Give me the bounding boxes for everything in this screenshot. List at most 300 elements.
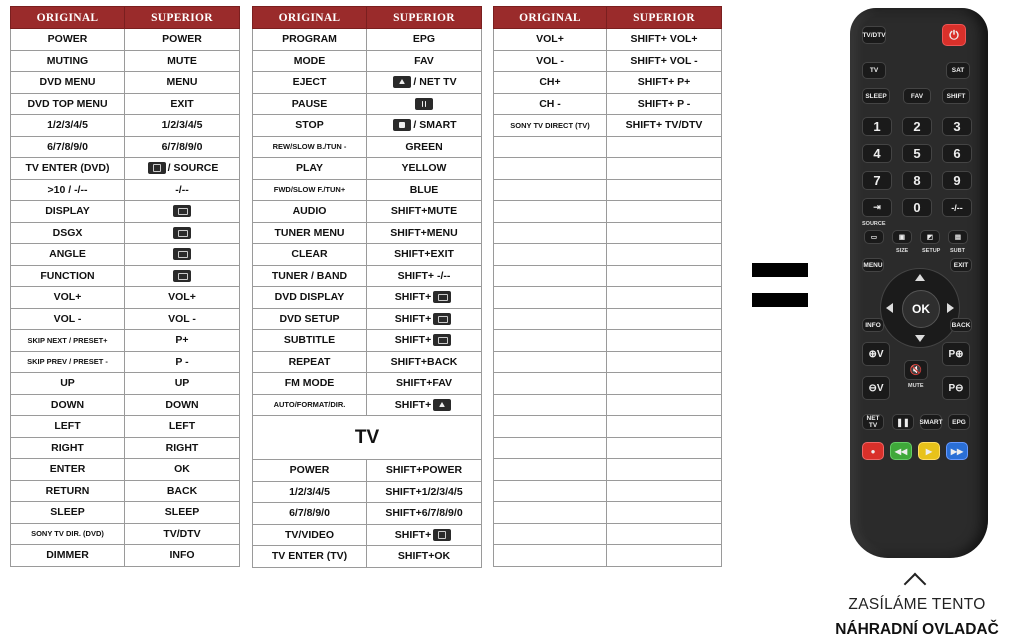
channel-down-icon: P⊖ bbox=[942, 376, 970, 400]
cell-text: 1/2/3/4/5 bbox=[47, 119, 88, 132]
table-row bbox=[11, 222, 240, 244]
table-row bbox=[11, 351, 240, 373]
table-row bbox=[11, 459, 240, 481]
table-row bbox=[253, 29, 482, 51]
cell-original bbox=[253, 115, 367, 137]
cell-superior bbox=[367, 287, 482, 309]
cell-original bbox=[494, 222, 607, 244]
cell-original bbox=[494, 308, 607, 330]
cell-text: TV ENTER (DVD) bbox=[25, 162, 110, 175]
cell-text: PAUSE bbox=[291, 97, 328, 110]
table-row bbox=[494, 287, 722, 309]
table-row bbox=[253, 308, 482, 330]
cell-original bbox=[11, 416, 125, 438]
cell-original bbox=[253, 351, 367, 373]
table-row bbox=[253, 265, 482, 287]
cell-superior bbox=[607, 502, 722, 524]
source-icon bbox=[433, 529, 451, 541]
pause-icon bbox=[415, 98, 433, 110]
header-superior: SUPERIOR bbox=[367, 7, 482, 29]
cell-original bbox=[11, 201, 125, 223]
cell-text: SHIFT+6/7/8/9/0 bbox=[385, 507, 463, 520]
cell-text: >10 / -/-- bbox=[47, 183, 88, 196]
table-row bbox=[494, 93, 722, 115]
red-record-button: ● bbox=[862, 442, 884, 460]
cell-text: VOL - bbox=[53, 312, 82, 325]
cell-superior bbox=[125, 437, 240, 459]
cell-text: DVD SETUP bbox=[279, 312, 340, 325]
remote-button-net-tv: NET TV bbox=[862, 414, 884, 430]
cell-text: DOWN bbox=[165, 398, 199, 411]
cell-original bbox=[494, 244, 607, 266]
cell-text: VOL - bbox=[536, 54, 564, 67]
table-row bbox=[253, 72, 482, 94]
cell-text: REPEAT bbox=[288, 355, 331, 368]
cell-superior bbox=[367, 373, 482, 395]
cell-text: STOP bbox=[295, 119, 324, 132]
cell-text: OK bbox=[174, 463, 190, 476]
tv-section-heading: TV bbox=[253, 416, 482, 460]
cell-original bbox=[11, 545, 125, 567]
cell-superior bbox=[125, 201, 240, 223]
cell-text: FWD/SLOW F./TUN+ bbox=[273, 185, 346, 195]
cell-original bbox=[253, 265, 367, 287]
cell-superior bbox=[607, 287, 722, 309]
table-row bbox=[494, 201, 722, 223]
cell-superior bbox=[125, 523, 240, 545]
setup-icon bbox=[433, 313, 451, 325]
table-row bbox=[253, 373, 482, 395]
table-row bbox=[494, 523, 722, 545]
cell-text: / SMART bbox=[413, 119, 457, 132]
table-row bbox=[253, 158, 482, 180]
table-row bbox=[494, 351, 722, 373]
table-row bbox=[253, 524, 482, 546]
cell-text: TV/VIDEO bbox=[284, 528, 334, 541]
cell-superior bbox=[125, 287, 240, 309]
chevron-up-icon bbox=[904, 573, 927, 596]
cell-original bbox=[253, 179, 367, 201]
cell-original bbox=[11, 308, 125, 330]
cell-text: / SOURCE bbox=[167, 162, 219, 175]
cell-text: SLEEP bbox=[50, 506, 85, 519]
display-icon bbox=[173, 205, 191, 217]
cell-original bbox=[494, 502, 607, 524]
table-row bbox=[11, 523, 240, 545]
cell-text: VOL+ bbox=[168, 291, 196, 304]
cell-original bbox=[494, 136, 607, 158]
cell-original bbox=[11, 222, 125, 244]
subtitle-icon: ▤ bbox=[948, 230, 968, 244]
cell-text: TUNER / BAND bbox=[271, 269, 348, 282]
cell-text: MUTE bbox=[167, 54, 197, 67]
eject-icon bbox=[433, 399, 451, 411]
cell-text: POWER bbox=[162, 33, 202, 46]
cell-original bbox=[11, 115, 125, 137]
cell-superior bbox=[367, 29, 482, 51]
cell-original bbox=[253, 72, 367, 94]
table-row bbox=[494, 265, 722, 287]
cell-original bbox=[494, 201, 607, 223]
cell-superior bbox=[607, 136, 722, 158]
cell-superior bbox=[607, 416, 722, 438]
cell-superior bbox=[607, 72, 722, 94]
cell-text: VOL+ bbox=[536, 33, 564, 46]
volume-up-icon: ⊕V bbox=[862, 342, 890, 366]
remote-button-menu: MENU bbox=[862, 258, 884, 272]
cell-text: MODE bbox=[293, 54, 326, 67]
cell-superior bbox=[125, 373, 240, 395]
cell-superior bbox=[125, 416, 240, 438]
cell-original bbox=[494, 115, 607, 137]
cell-text: SHIFT+FAV bbox=[395, 377, 453, 390]
remote-button-sat: SAT bbox=[946, 62, 970, 79]
cell-text: SHIFT+ bbox=[394, 334, 432, 347]
cell-text: SUBTITLE bbox=[283, 334, 336, 347]
cell-superior bbox=[125, 50, 240, 72]
table-row bbox=[494, 158, 722, 180]
cell-text: SLEEP bbox=[164, 506, 200, 519]
cell-original bbox=[494, 50, 607, 72]
table-row bbox=[11, 93, 240, 115]
cell-superior bbox=[367, 460, 482, 482]
table-row bbox=[494, 480, 722, 502]
setup-icon bbox=[173, 248, 191, 260]
remote-button-tv: TV bbox=[862, 62, 886, 79]
table-row bbox=[494, 330, 722, 352]
table-row bbox=[11, 201, 240, 223]
cell-original bbox=[11, 330, 125, 352]
power-icon: ⏻ bbox=[942, 24, 966, 46]
table-row bbox=[11, 416, 240, 438]
remote-label-size: SIZE bbox=[896, 248, 909, 254]
cell-text: LEFT bbox=[54, 420, 81, 433]
cell-superior bbox=[125, 308, 240, 330]
remote-control-image bbox=[850, 8, 988, 558]
cell-superior bbox=[125, 351, 240, 373]
table-row bbox=[253, 201, 482, 223]
cell-text: SHIFT+ P - bbox=[637, 97, 691, 110]
cell-text: MUTING bbox=[46, 54, 89, 67]
cell-superior bbox=[125, 480, 240, 502]
mapping-table-3 bbox=[493, 6, 722, 567]
cell-text: ANGLE bbox=[49, 248, 86, 261]
size-icon bbox=[173, 227, 191, 239]
cell-text: SHIFT+MUTE bbox=[390, 205, 458, 218]
table-row bbox=[494, 437, 722, 459]
cell-original bbox=[11, 72, 125, 94]
cell-original bbox=[494, 480, 607, 502]
cell-text: DVD MENU bbox=[39, 76, 96, 89]
cell-text: VOL - bbox=[168, 312, 196, 325]
subtitle-icon bbox=[173, 270, 191, 282]
cell-text: PLAY bbox=[295, 162, 324, 175]
table-row bbox=[494, 373, 722, 395]
up-arrow-icon bbox=[915, 274, 925, 281]
remote-button-exit: EXIT bbox=[950, 258, 972, 272]
table-row bbox=[11, 72, 240, 94]
cell-original bbox=[494, 179, 607, 201]
remote-button-dash: -/-- bbox=[942, 198, 972, 217]
cell-text: SHIFT+ VOL+ bbox=[630, 33, 698, 46]
cell-original bbox=[253, 524, 367, 546]
cell-original bbox=[11, 93, 125, 115]
table-row bbox=[11, 179, 240, 201]
remote-button-1: 1 bbox=[862, 117, 892, 136]
size-icon: ▣ bbox=[892, 230, 912, 244]
cell-original bbox=[11, 502, 125, 524]
cell-text: TV/DTV bbox=[163, 527, 201, 540]
cell-original bbox=[253, 460, 367, 482]
cell-text: SHIFT+OK bbox=[397, 550, 451, 563]
table-row bbox=[11, 136, 240, 158]
table-row bbox=[494, 459, 722, 481]
cell-text: VOL+ bbox=[53, 291, 82, 304]
remote-dpad bbox=[880, 268, 960, 348]
cell-original bbox=[11, 437, 125, 459]
cell-superior bbox=[367, 115, 482, 137]
right-arrow-icon bbox=[947, 303, 954, 313]
cell-original bbox=[11, 50, 125, 72]
table-row bbox=[494, 50, 722, 72]
table-row bbox=[253, 50, 482, 72]
table-row bbox=[253, 93, 482, 115]
cell-text: DVD DISPLAY bbox=[274, 291, 345, 304]
cell-original bbox=[11, 265, 125, 287]
cell-original bbox=[494, 158, 607, 180]
down-arrow-icon bbox=[915, 335, 925, 342]
cell-text: UP bbox=[174, 377, 190, 390]
remote-label-subt: SUBT bbox=[950, 248, 965, 254]
cell-superior bbox=[367, 50, 482, 72]
cell-original bbox=[253, 201, 367, 223]
cell-text: SKIP PREV / PRESET - bbox=[27, 357, 108, 367]
cell-text: SHIFT+EXIT bbox=[394, 248, 454, 261]
cell-text: DISPLAY bbox=[45, 205, 90, 218]
setup-icon: ◩ bbox=[920, 230, 940, 244]
table-row bbox=[11, 115, 240, 137]
cell-text: DIMMER bbox=[46, 549, 89, 562]
cell-text: 1/2/3/4/5 bbox=[289, 485, 330, 498]
display-icon bbox=[433, 291, 451, 303]
remote-button-fav: FAV bbox=[903, 88, 931, 104]
table-row bbox=[253, 394, 482, 416]
table-row bbox=[494, 72, 722, 94]
cell-text: 6/7/8/9/0 bbox=[161, 140, 203, 153]
equals-sign-bottom-bar bbox=[752, 293, 808, 307]
remote-button-0: 0 bbox=[902, 198, 932, 217]
cell-text: SHIFT+ bbox=[394, 398, 432, 411]
cell-original bbox=[11, 523, 125, 545]
cell-original bbox=[253, 244, 367, 266]
table-row bbox=[11, 330, 240, 352]
cell-superior bbox=[125, 545, 240, 567]
table-row bbox=[253, 460, 482, 482]
green-rewind-button: ◀◀ bbox=[890, 442, 912, 460]
table-row bbox=[494, 136, 722, 158]
cell-original bbox=[11, 179, 125, 201]
cell-text: SKIP NEXT / PRESET+ bbox=[27, 335, 108, 345]
cell-original bbox=[494, 545, 607, 567]
table-row bbox=[253, 546, 482, 568]
cell-text: -/-- bbox=[175, 183, 189, 196]
cell-superior bbox=[367, 244, 482, 266]
table-row bbox=[11, 29, 240, 51]
pause-icon: ❚❚ bbox=[892, 414, 914, 430]
cell-original bbox=[494, 265, 607, 287]
cell-superior bbox=[367, 546, 482, 568]
stop-icon bbox=[393, 119, 411, 131]
header-original: ORIGINAL bbox=[494, 7, 607, 29]
cell-superior bbox=[367, 222, 482, 244]
cell-original bbox=[253, 330, 367, 352]
table-row bbox=[494, 222, 722, 244]
cell-text: SONY TV DIRECT (TV) bbox=[510, 120, 590, 130]
cell-original bbox=[253, 50, 367, 72]
cell-superior bbox=[607, 115, 722, 137]
yellow-play-button: ▶ bbox=[918, 442, 940, 460]
table-row bbox=[253, 330, 482, 352]
cell-superior bbox=[367, 330, 482, 352]
cell-text: P - bbox=[175, 355, 189, 368]
cell-text: CH - bbox=[539, 97, 561, 110]
cell-text: FAV bbox=[414, 54, 434, 67]
cell-original bbox=[11, 459, 125, 481]
cell-text: FM MODE bbox=[284, 377, 335, 390]
cell-text: TUNER MENU bbox=[274, 226, 345, 239]
blue-forward-button: ▶▶ bbox=[946, 442, 968, 460]
cell-superior bbox=[125, 179, 240, 201]
cell-original bbox=[494, 330, 607, 352]
remote-button-info: INFO bbox=[862, 318, 884, 332]
cell-text: SHIFT+BACK bbox=[390, 355, 458, 368]
cell-text: DVD TOP MENU bbox=[27, 97, 108, 110]
cell-superior bbox=[125, 244, 240, 266]
cell-original bbox=[494, 373, 607, 395]
cell-superior bbox=[607, 459, 722, 481]
remote-label-setup: SETUP bbox=[922, 248, 941, 254]
table-row bbox=[253, 115, 482, 137]
cell-superior bbox=[607, 179, 722, 201]
table-row bbox=[253, 287, 482, 309]
caption-line-1: ZASÍLÁME TENTO bbox=[848, 596, 986, 613]
cell-superior bbox=[607, 244, 722, 266]
mute-icon: 🔇 bbox=[904, 360, 928, 380]
cell-text: SONY TV DIR. (DVD) bbox=[31, 529, 104, 539]
cell-original bbox=[494, 72, 607, 94]
cell-superior bbox=[367, 308, 482, 330]
cell-original bbox=[253, 158, 367, 180]
cell-original bbox=[11, 394, 125, 416]
cell-superior bbox=[367, 158, 482, 180]
cell-superior bbox=[607, 523, 722, 545]
remote-button-9: 9 bbox=[942, 171, 972, 190]
cell-text: INFO bbox=[169, 549, 195, 562]
remote-button-tv-dtv: TV/DTV bbox=[862, 26, 886, 44]
cell-original bbox=[253, 93, 367, 115]
source-icon: ⇥ bbox=[862, 198, 892, 217]
cell-original bbox=[494, 287, 607, 309]
cell-text: SHIFT+ VOL - bbox=[630, 54, 698, 67]
cell-text: DOWN bbox=[50, 398, 85, 411]
cell-text: AUTO/FORMAT/DIR. bbox=[273, 400, 346, 410]
cell-original bbox=[494, 351, 607, 373]
cell-original bbox=[253, 394, 367, 416]
cell-text: CLEAR bbox=[291, 248, 328, 261]
cell-superior bbox=[607, 158, 722, 180]
table-row bbox=[11, 50, 240, 72]
cell-superior bbox=[125, 93, 240, 115]
table-row bbox=[494, 29, 722, 51]
cell-superior bbox=[125, 459, 240, 481]
cell-superior bbox=[607, 29, 722, 51]
cell-superior bbox=[607, 545, 722, 567]
cell-superior bbox=[125, 394, 240, 416]
header-superior: SUPERIOR bbox=[607, 7, 722, 29]
cell-original bbox=[253, 503, 367, 525]
table-row bbox=[494, 545, 722, 567]
cell-text: P+ bbox=[175, 334, 189, 347]
header-superior: SUPERIOR bbox=[125, 7, 240, 29]
cell-superior bbox=[367, 503, 482, 525]
cell-superior bbox=[125, 115, 240, 137]
cell-text: EPG bbox=[412, 33, 436, 46]
cell-text: EXIT bbox=[170, 97, 194, 110]
table-row bbox=[11, 480, 240, 502]
table-row bbox=[253, 222, 482, 244]
cell-superior bbox=[607, 222, 722, 244]
remote-button-5: 5 bbox=[902, 144, 932, 163]
mapping-table-1 bbox=[10, 6, 240, 567]
cell-text: BLUE bbox=[409, 183, 439, 196]
cell-superior bbox=[607, 308, 722, 330]
cell-text: REW/SLOW B./TUN - bbox=[272, 142, 347, 152]
eject-icon bbox=[393, 76, 411, 88]
cell-text: SHIFT+ bbox=[394, 291, 432, 304]
table-row bbox=[11, 373, 240, 395]
remote-label-mute: MUTE bbox=[908, 383, 924, 389]
header-original: ORIGINAL bbox=[11, 7, 125, 29]
cell-text: SHIFT+1/2/3/4/5 bbox=[385, 485, 463, 498]
table-row bbox=[494, 244, 722, 266]
cell-original bbox=[11, 158, 125, 180]
remote-button-2: 2 bbox=[902, 117, 932, 136]
table-row bbox=[494, 394, 722, 416]
remote-button-6: 6 bbox=[942, 144, 972, 163]
table-row bbox=[494, 179, 722, 201]
remote-button-shift: SHIFT bbox=[942, 88, 970, 104]
remote-label-source: SOURCE bbox=[862, 221, 886, 227]
mapping-table-2 bbox=[252, 6, 482, 568]
cell-text: UP bbox=[60, 377, 75, 390]
cell-superior bbox=[367, 179, 482, 201]
caption-line-2: NÁHRADNÍ OVLADAČ bbox=[835, 621, 999, 638]
cell-original bbox=[11, 480, 125, 502]
remote-button-3: 3 bbox=[942, 117, 972, 136]
cell-superior bbox=[367, 265, 482, 287]
cell-text: GREEN bbox=[405, 140, 443, 153]
tv-section-row bbox=[253, 416, 482, 460]
cell-text: 1/2/3/4/5 bbox=[161, 119, 203, 132]
table-row bbox=[494, 115, 722, 137]
cell-text: YELLOW bbox=[401, 162, 447, 175]
cell-original bbox=[253, 308, 367, 330]
cell-text: SHIFT+MENU bbox=[390, 226, 458, 239]
cell-text: POWER bbox=[289, 464, 330, 477]
cell-text: SHIFT+ -/-- bbox=[397, 269, 451, 282]
cell-text: 6/7/8/9/0 bbox=[289, 507, 330, 520]
cell-superior bbox=[607, 373, 722, 395]
